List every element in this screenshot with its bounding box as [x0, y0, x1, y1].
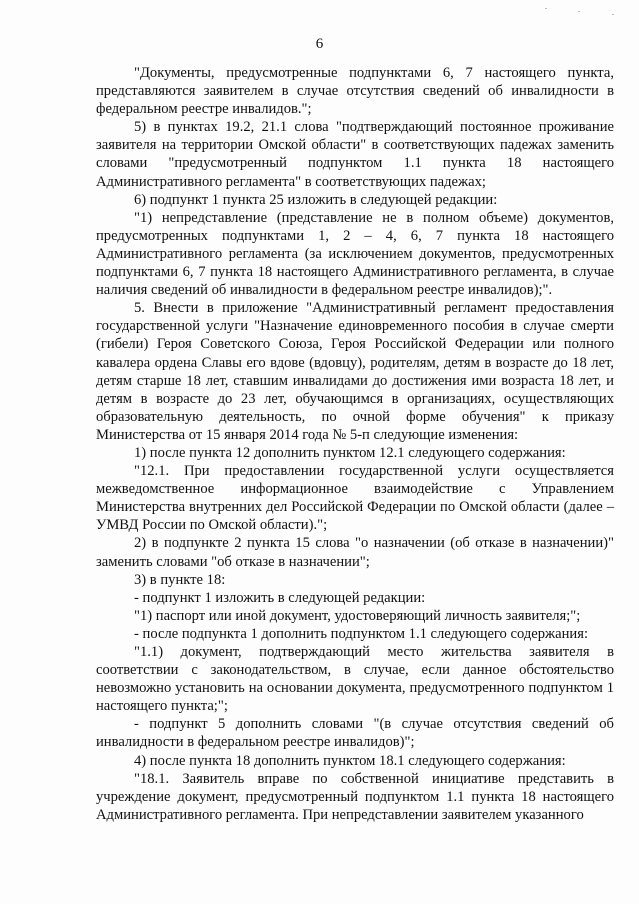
paragraph-10: - подпункт 1 изложить в следующей редакции: — [134, 589, 426, 606]
paragraph-7: "12.1. При предоставлении государственной услуги осуществляется межведомственное информационное взаимодействие с Управлением Министерства внутренних дел Российской Федерации по Омской области (далее – УМВД России по Омской области)."; — [96, 463, 614, 534]
paragraph-9: 3) в пункте 18: — [134, 571, 226, 588]
paragraph-2: 5) в пунктах 19.2, 21.1 слова "подтверждающий постоянное проживание заявителя на территории Омской области" в соответствующих падежах заменить словами "предусмотренный подпунктом 1.1 пункта 18 настоящего Административного регламента" в соответствующих падежах; — [96, 119, 614, 190]
paragraph-13: "1.1) документ, подтверждающий место жительства заявителя в соответствии с законодательством, в случае, если данное обстоятельство невозможно установить на основании документа, предусмотренного подпунктом 1 настоящего пункта;"; — [96, 644, 614, 715]
paragraph-6: 1) после пункта 12 дополнить пунктом 12.1 следующего содержания: — [134, 444, 566, 461]
paragraph-16: "18.1. Заявитель вправе по собственной инициативе представить в учреждение документ, предусмотренный подпунктом 1.1 пункта 18 настоящего Административного регламента. При непредставлении заявителем указанного — [96, 770, 614, 823]
document-body — [96, 64, 614, 824]
paragraph-8: 2) в подпункте 2 пункта 15 слова "о назначении (об отказе в назначении)" заменить словами "об отказе в назначении"; — [96, 535, 614, 570]
paragraph-14: - подпункт 5 дополнить словами "(в случае отсутствия сведений об инвалидности в федеральном реестре инвалидов)"; — [96, 716, 614, 751]
page-number: 6 — [315, 36, 324, 52]
paragraph-3: 6) подпункт 1 пункта 25 изложить в следующей редакции: — [134, 191, 498, 208]
paragraph-1: "Документы, предусмотренные подпунктами 6, 7 настоящего пункта, представляются заявителем в случае отсутствия сведений об инвалидности в федеральном реестре инвалидов."; — [96, 65, 614, 118]
scan-speck — [578, 11, 580, 12]
scan-speck — [612, 14, 614, 15]
paragraph-15: 4) после пункта 18 дополнить пунктом 18.1 следующего содержания: — [134, 752, 566, 769]
paragraph-12: - после подпункта 1 дополнить подпунктом 1.1 следующего содержания: — [134, 625, 588, 642]
scan-speck — [545, 8, 547, 9]
paragraph-4: "1) непредставление (представление не в полном объеме) документов, предусмотренных подпунктами 1, 2 – 4, 6, 7 пункта 18 настоящего Административного регламента (за исключением документов, предусмотренных подпунктами 6, 7 пункта 18 настоящего Административного регламента, в случае наличия сведений об инвалидности в федеральном реестре инвалидов);". — [96, 209, 614, 299]
paragraph-5: 5. Внести в приложение "Административный регламент предоставления государственной услуги "Назначение единовременного пособия в случае смерти (гибели) Героя Советского Союза, Героя Российской Федерации или полного кавалера ордена Славы его вдове (вдовцу), родителям, детям в возрасте до 18 лет, детям старше 18 лет, ставшим инвалидами до достижения ими возраста 18 лет, и детям в возрасте до 23 лет, обучающимся в организациях, осуществляющих образовательную деятельность, по очной форме обучения" к приказу Министерства от 15 января 2014 года № 5-п следующие изменения: — [96, 300, 614, 443]
paragraph-11: "1) паспорт или иной документ, удостоверяющий личность заявителя;"; — [134, 607, 581, 624]
